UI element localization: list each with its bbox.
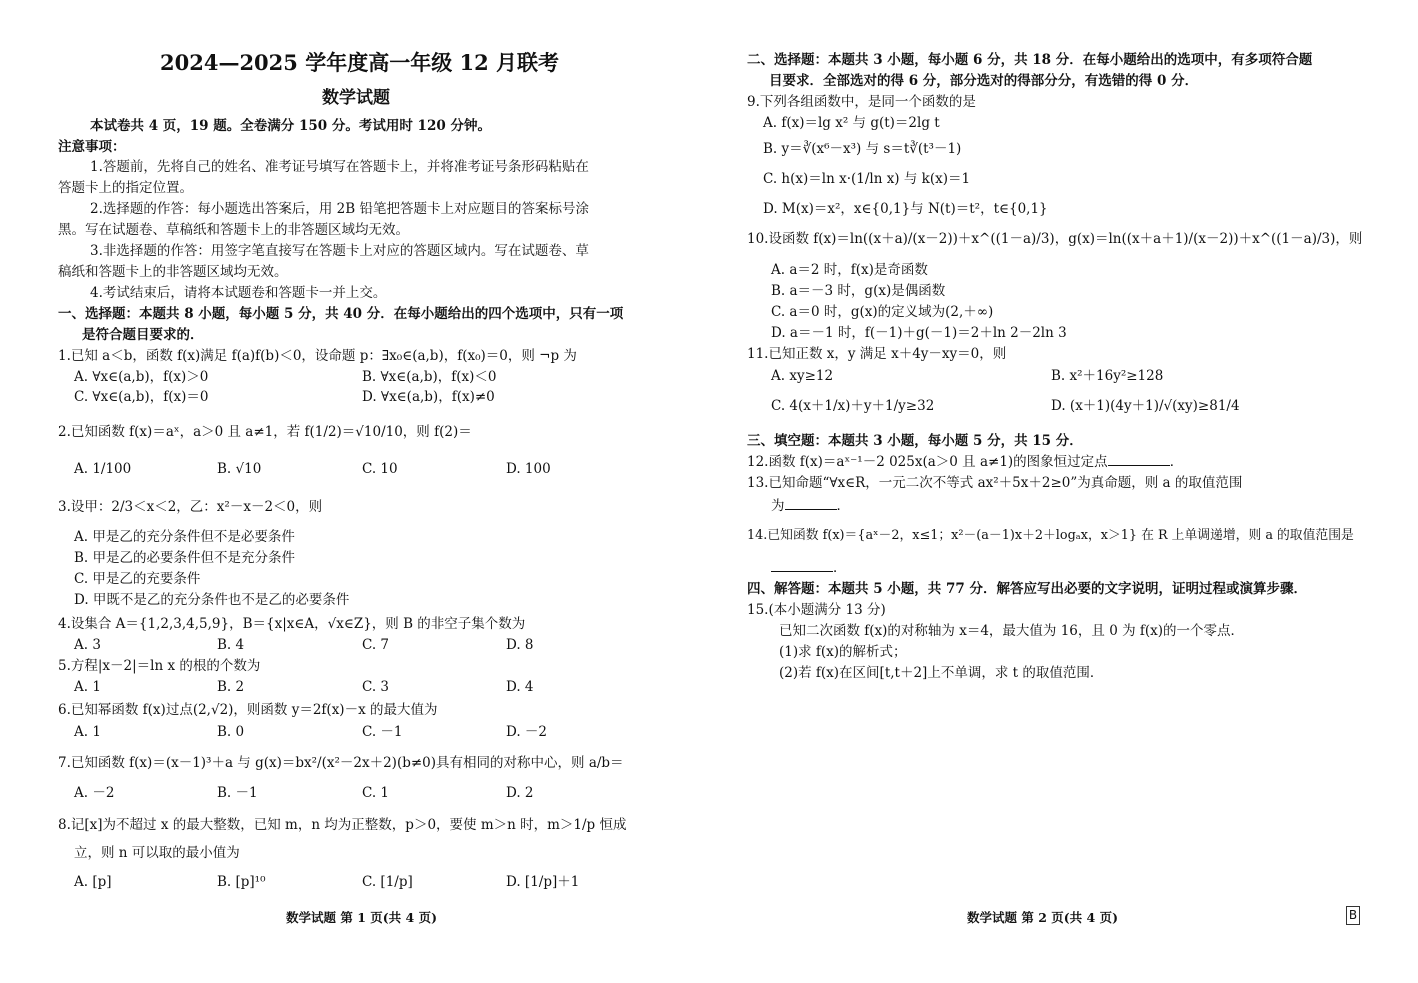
fill-question-end: ．	[1169, 454, 1184, 470]
fill-question-end: ．	[833, 560, 847, 576]
question-stem: 1.已知 a＜b，函数 f(x)满足 f(a)f(b)＜0，设命题 p：∃x₀∈(a,b)，f(x₀)＝0，则 ¬p 为	[58, 348, 577, 364]
fill-question-end: ．	[836, 498, 850, 514]
notice-line: 4.考试结束后，请将本试题卷和答题卡一并上交。	[90, 285, 387, 301]
option-c: C. 甲是乙的充要条件	[74, 571, 201, 587]
notice-line: 2.选择题的作答：每小题选出答案后，用 2B 铅笔把答题卡上对应题目的答案标号涂	[90, 201, 589, 217]
fill-question-text: 为	[771, 498, 785, 514]
option-b: B. [p]¹⁰	[217, 874, 266, 890]
fill-question-cont	[771, 559, 847, 577]
section1-title-cont: 是符合题目要求的．	[82, 327, 204, 343]
option-a: A. f(x)＝lg x² 与 g(t)＝2lg t	[763, 115, 940, 131]
section2-title-cont: 目要求．全部选对的得 6 分，部分选对的得部分分，有选错的得 0 分．	[769, 73, 1199, 89]
option-d: D. 4	[506, 679, 534, 695]
question-stem: 7.已知函数 f(x)＝(x－1)³＋a 与 g(x)＝bx²/(x²－2x＋2)(b≠0)具有相同的对称中心，则 a/b＝	[58, 755, 624, 771]
question-stem: 4.设集合 A＝{1,2,3,4,5,9}，B＝{x|x∈A，√x∈Z}，则 B 的非空子集个数为	[58, 616, 526, 632]
section1-title: 一、选择题：本题共 8 小题，每小题 5 分，共 40 分．在每小题给出的四个选项中，只有一项	[58, 306, 624, 322]
option-d: D. 2	[506, 785, 534, 801]
option-a: A. 3	[74, 637, 101, 653]
answer-blank	[785, 497, 837, 510]
exam-summary: 本试卷共 4 页，19 题。全卷满分 150 分。考试用时 120 分钟。	[90, 118, 491, 134]
option-c: C. 4(x＋1/x)＋y＋1/y≥32	[771, 398, 935, 414]
notice-line: 稿纸和答题卡上的非答题区域均无效。	[58, 264, 288, 280]
question-stem: 9.下列各组函数中，是同一个函数的是	[747, 94, 976, 110]
option-c: C. 3	[362, 679, 390, 695]
option-a: A. 1/100	[74, 461, 132, 477]
question-stem: 2.已知函数 f(x)＝aˣ，a＞0 且 a≠1，若 f(1/2)＝√10/10，则 f(2)＝	[58, 424, 472, 440]
question-body: 已知二次函数 f(x)的对称轴为 x＝4，最大值为 16，且 0 为 f(x)的一个零点．	[779, 623, 1245, 639]
option-d: D. －2	[506, 724, 548, 740]
option-a: A. xy≥12	[771, 368, 834, 384]
option-c: C. 10	[362, 461, 398, 477]
option-d: D. 8	[506, 637, 534, 653]
option-c: C. a＝0 时，g(x)的定义域为(2,＋∞)	[771, 304, 994, 320]
option-d: D. ∀x∈(a,b)，f(x)≠0	[362, 389, 495, 405]
option-b: B. 2	[217, 679, 245, 695]
fill-question: 14.已知函数 f(x)＝{aˣ－2，x≤1；x²－(a－1)x＋2＋logₐx，x＞1} 在 R 上单调递增，则 a 的取值范围是	[747, 528, 1354, 543]
option-b: B. 4	[217, 637, 245, 653]
notice-line: 3.非选择题的作答：用签字笔直接写在答题卡上对应的答题区域内。写在试题卷、草	[90, 243, 589, 259]
question-stem: 10.设函数 f(x)＝ln((x＋a)/(x－2))＋x^((1－a)/3)，g(x)＝ln((x＋a＋1)/(x－2))＋x^((1－a)/3)，则	[747, 231, 1363, 247]
question-part: (1)求 f(x)的解析式；	[779, 644, 907, 660]
option-a: A. 1	[74, 679, 101, 695]
question-stem: 3.设甲：2/3＜x＜2，乙：x²－x－2＜0，则	[58, 499, 323, 515]
option-b: B. ∀x∈(a,b)，f(x)＜0	[362, 369, 497, 385]
option-a: A. 1	[74, 724, 101, 740]
answer-blank	[1108, 453, 1170, 466]
option-a: A. a＝2 时，f(x)是奇函数	[771, 262, 928, 278]
page-footer-right: 数学试题 第 2 页(共 4 页)	[967, 910, 1118, 925]
option-a: A. ∀x∈(a,b)，f(x)＞0	[74, 369, 209, 385]
option-a: A. 甲是乙的充分条件但不是必要条件	[74, 529, 295, 545]
option-c: C. ∀x∈(a,b)，f(x)＝0	[74, 389, 209, 405]
option-b: B. y＝∛(x⁶－x³) 与 s＝t∛(t³－1)	[763, 141, 962, 157]
option-d: D. 甲既不是乙的充分条件也不是乙的必要条件	[74, 592, 350, 608]
question-stem: 8.记[x]为不超过 x 的最大整数，已知 m，n 均为正整数，p＞0，要使 m＞n 时，m＞1/p 恒成	[58, 817, 627, 833]
option-b: B. 甲是乙的必要条件但不是充分条件	[74, 550, 296, 566]
option-b: B. －1	[217, 785, 258, 801]
exam-title: 2024—2025 学年度高一年级 12 月联考	[160, 50, 560, 75]
question-part: (2)若 f(x)在区间[t,t＋2]上不单调，求 t 的取值范围．	[779, 665, 1104, 681]
option-b: B. a＝－3 时，g(x)是偶函数	[771, 283, 946, 299]
section3-title: 三、填空题：本题共 3 小题，每小题 5 分，共 15 分．	[747, 433, 1083, 449]
option-c: C. 1	[362, 785, 390, 801]
option-b: B. x²＋16y²≥128	[1051, 368, 1164, 384]
option-b: B. √10	[217, 461, 262, 477]
option-a: A. [p]	[74, 874, 112, 890]
notice-line: 答题卡上的指定位置。	[58, 180, 193, 196]
paper-version-mark: B	[1346, 906, 1360, 925]
question-head: 15.(本小题满分 13 分)	[747, 602, 886, 618]
option-c: C. h(x)＝ln x·(1/ln x) 与 k(x)＝1	[763, 171, 971, 187]
option-d: D. M(x)＝x²，x∈{0,1}与 N(t)＝t²，t∈{0,1}	[763, 201, 1048, 217]
option-a: A. －2	[74, 785, 115, 801]
option-c: C. －1	[362, 724, 403, 740]
page-footer-left: 数学试题 第 1 页(共 4 页)	[286, 910, 437, 925]
question-stem: 5.方程|x－2|＝ln x 的根的个数为	[58, 658, 261, 674]
option-b: B. 0	[217, 724, 245, 740]
fill-question: 13.已知命题“∀x∈R，一元二次不等式 ax²＋5x＋2≥0”为真命题，则 a 的取值范围	[747, 475, 1243, 491]
answer-blank	[771, 559, 833, 572]
page-right	[709, 0, 1418, 983]
notice-line: 黑。写在试题卷、草稿纸和答题卡上的非答题区域均无效。	[58, 222, 409, 238]
exam-subtitle: 数学试题	[322, 88, 390, 108]
notice-line: 1.答题前，先将自己的姓名、准考证号填写在答题卡上，并将准考证号条形码粘贴在	[90, 159, 589, 175]
fill-question	[747, 453, 1183, 471]
section2-title: 二、选择题：本题共 3 小题，每小题 6 分，共 18 分．在每小题给出的选项中，有多项符合题	[747, 52, 1313, 68]
fill-question-text: 12.函数 f(x)＝aˣ⁻¹－2 025x(a＞0 且 a≠1)的图象恒过定点	[747, 454, 1108, 470]
question-stem: 6.已知幂函数 f(x)过点(2,√2)，则函数 y＝2f(x)－x 的最大值为	[58, 702, 438, 718]
notice-heading: 注意事项：	[58, 139, 126, 155]
option-c: C. 7	[362, 637, 390, 653]
question-stem: 11.已知正数 x，y 满足 x＋4y－xy＝0，则	[747, 346, 1007, 362]
option-d: D. [1/p]＋1	[506, 874, 580, 890]
option-d: D. 100	[506, 461, 551, 477]
section4-title: 四、解答题：本题共 5 小题，共 77 分．解答应写出必要的文字说明，证明过程或演算步骤．	[747, 581, 1307, 597]
option-d: D. a＝－1 时，f(－1)＋g(－1)＝2＋ln 2－2ln 3	[771, 325, 1067, 341]
fill-question-cont	[771, 497, 850, 515]
option-c: C. [1/p]	[362, 874, 413, 890]
question-stem-cont: 立，则 n 可以取的最小值为	[74, 845, 240, 861]
option-d: D. (x＋1)(4y＋1)/√(xy)≥81/4	[1051, 398, 1240, 414]
